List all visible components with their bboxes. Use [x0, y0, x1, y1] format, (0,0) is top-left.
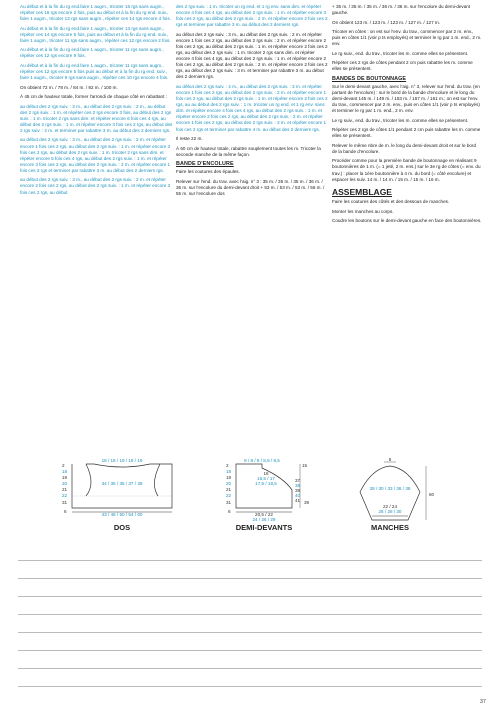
paragraph: À 60 cm de hauteur totale, rabattre souplement toutes les m. Tricoter la seconde manche de la même façon. — [176, 145, 321, 157]
paragraph: Au début et à la fin du rg end.faire 1 augm., tricoter 13 rgs sans augm., répéter ces 14 rgs encore 5 fois, puis au début et à la fin du rg end. suiv., faire 1 augm., tricoter 11 rgs sans augm., répéter ces 12 rgs encore 2 fois. — [20, 25, 171, 43]
paragraph: Le rg suiv., end. du trav., tricoter les m. comme elles se présentent. — [332, 117, 469, 123]
paragraph: Tricoter en côtes : on est sur l'env. du trav., commencer par 2 m. env., puis en côtes 1/1 (voir p ts employés) et terminer le rg par 1 m. end., 2 m. env. — [332, 29, 482, 47]
paragraph: Le rg suiv., end. du trav., tricoter les m. comme elles se présentent. — [332, 50, 469, 56]
paragraph: Au début et à la fin du rg end.faire 1 augm., tricoter 11 rgs sans augm., répéter ces 12 rgs encore 5 fois puis au début et à la fin du rg end. suiv., faire 1 augm., tricoter 9 rgs sans augm., répéter ces 10 rgs encore 4 fois. — [20, 62, 169, 81]
paragraph: + 35 m. / 35 m. / 35 m. / 36 m. / 36 m. sur l'encolure du demi-devant gauche. — [332, 4, 471, 16]
paragraph: Répéter ces 2 rgs de côtes 1/1 pendant 2 cm puis rabattre les m. comme elles se présentent. — [332, 127, 481, 139]
dos-mid-width: 34 / 35 / 36 / 37 / 39 — [101, 481, 143, 486]
paragraph: au début des 2 rgs suiv. : 4 m., au début des 2 rgs suiv. : 3 m. et répéter encore 1 fois ces 2 rgs, au début des 2 rgs suiv. : 2 m. et répéter encore 1 fois ces 2 rgs, au début des 2 rgs suiv. : 1 m. et répéter encore 2 fois ces 2 rgs, au au début des 2 rgs suiv. : 1 m. tricoter un rg end. et 1 rg env. sans dim. et répéter encore 4 fois ces 4 rgs, au début des 2 rgs suiv. : 1 m. et répéter encore 2 fois ces 2 rgs, au début des 2 rgs suiv. : 2 m. et répéter encore 1 fois ces 2 rgs, au début des 2 rgs suiv. : 3 m. et répéter encore 1 fois ces 2 rgs et terminer par rabattre 4 m. au début des 2 derniers rgs. — [176, 83, 328, 132]
devants-rib: 6 — [228, 509, 231, 514]
devants-right-4: 41 — [295, 498, 301, 503]
paragraph: Répéter ces 2 rgs de côtes pendant 2 cm puis rabattre les m. comme elles se présentent. — [332, 60, 473, 72]
paragraph: des 2 rgs suiv. : 1 m. tricoter un rg end. et 1 rg env. sans dim. et répéter encore 4 fois ces 4 rgs, au début des 2 rgs suiv. : 1 m. et répéter encore 3 fois ces 2 rgs, au début des 2 rgs suiv. : 2 m. et répéter encore 2 fois ces 2 rgs et terminer par rabattre 3 m. au début des 2 derniers rgs. — [176, 4, 328, 28]
manches-top-width: 8 — [388, 458, 392, 462]
dos-side-height: 31 — [62, 500, 68, 505]
dos-left-2: 19 — [62, 475, 68, 480]
devants-mid-width-0: 16 — [263, 471, 269, 476]
paragraph: À 45 cm de hauteur totale, former l'arrondi de chaque côté en rabattant : — [20, 94, 167, 100]
note-line-8 — [18, 686, 482, 687]
devants-bottom-width-0: 20,5 / 22 — [255, 512, 273, 517]
dos-title: DOS — [113, 523, 131, 532]
paragraph: Au début et à la fin du rg end.faire 1 augm., tricoter 11 rgs sans augm., répéter ces 12 rgs encore 9 fois. — [20, 47, 164, 59]
section-heading: BANDE D'ENCOLURE — [176, 161, 234, 168]
paragraph: Sur le demi-devant gauche, avec l'aig. n° 3, relever sur l'end. du trav. (en partant de l'encolure) : sur le bord de la bande d'encolure et le long du demi-devant 145 m. / 149 m. / 153 m. / 157 m. / 161 m.; on est sur l'env. du trav., commencer par 2 m. env., puis en côtes 1/1 (voir p ts employés) et terminer le rg par 1 m. end., 2 m. env. — [332, 83, 480, 114]
devants-right-2: 39 — [295, 488, 301, 493]
manches-bottom-width-0: 22 / 24 — [382, 504, 398, 509]
note-line-2 — [18, 578, 482, 579]
dos-top-width: 18 / 18 / 19 / 19 / 19 — [101, 458, 143, 463]
manches-mid-width: 28 / 30 / 33 / 36 / 38 — [369, 486, 411, 491]
paragraph: Relever sur l'end. du trav. avec l'aig. n° 3 : 35 m. / 35 m. / 35 m. / 36 m. / 36 m. sur l'encolure du demi-devant droit + 53 m. / 53 m. / 53 m. / 55 m. / 55 m. sur l'encolure dos — [176, 178, 325, 196]
note-line-7 — [18, 668, 482, 669]
devants-right-1: 38 — [295, 483, 301, 488]
dos-left-3: 20 — [62, 481, 68, 486]
schematics-svg — [0, 458, 500, 538]
note-line-1 — [18, 560, 482, 561]
devants-far-right: 39 — [304, 500, 310, 505]
paragraph: Monter les manches au corps. — [332, 208, 394, 214]
devants-mid-width-1: 16,5 / 17 — [257, 476, 275, 481]
devants-mid-width-2: 17,5 / 18,5 — [255, 481, 277, 486]
devants-left-0: 2 — [226, 463, 229, 468]
devants-right-0: 37 — [295, 478, 301, 483]
manches-height: 60 — [429, 492, 435, 497]
section-heading: BANDES DE BOUTONNAGE — [332, 75, 407, 82]
column-middle — [176, 4, 329, 200]
dos-rib: 6 — [64, 509, 67, 514]
devants-top-right: 15 — [302, 463, 308, 468]
paragraph: On obtient 72 m. / 78 m. / 84 m. / 92 m. / 100 m. — [20, 84, 118, 90]
section-title: ASSEMBLAGE — [332, 187, 392, 198]
paragraph: Coudre les boutons sur le demi-devant gauche en face des boutonnières. — [332, 218, 482, 224]
paragraph: Procéder comme pour la première bande de boutonnage en réalisant 9 boutonnières de 1 m. (= 1 jeté, 2 m. ens.) sur le 3e rg de côtes (= env. du trav.) : placer la 1ère boutonnière à 4 m. du bord (= côté encolure) et espacer les suiv. 14 m. / 14 m. / 15 m. / 15 m. / 16 m. — [332, 158, 481, 182]
devants-left-4: 21 — [226, 487, 232, 492]
devants-side-height: 31 — [226, 500, 232, 505]
note-line-5 — [18, 632, 482, 633]
devants-left-1: 18 — [226, 469, 232, 474]
devants-bottom-width-1: 24 / 26 / 29 — [252, 517, 276, 522]
paragraph: au début des 2 rgs suiv. : 3 m., au début des 2 rgs suiv. : 2 m. et répéter encore 1 fois ces 2 rgs, au début des 2 rgs suiv. : 1 m. et répéter encore 3 fois ces 2 rgs, au début des 2 rgs suiv. : 1 m. tricoter 2 rgs sans dim. et répéter encore 5 fois ces 4 rgs, au début des 2 rgs suiv. : 1 m. et répéter encore 3 fois ces 2 rgs, au début des 2 rgs suiv. : 2 m. et répéter encore 1 fois ces 2 rgs et terminer par rabattre 3 m. au début des 2 derniers rgs. — [20, 137, 171, 173]
paragraph: Faire les coutures des épaules. — [176, 169, 240, 175]
schematics — [0, 458, 500, 538]
dos-schematic — [72, 464, 172, 512]
paragraph: Au début et à la fin du rg end.faire 1 augm., tricoter 16 rgs sans augm., répéter ces 16 rgs encore 2 fois, puis au début et à la fin du rg end. suiv., faire 1 augm., tricoter 13 rgs sans augm., répéter ces 14 rgs encore 4 fois. — [20, 4, 171, 22]
dos-left-4: 21 — [62, 487, 68, 492]
paragraph: Il reste 22 m. — [176, 136, 203, 142]
devants-right-3: 40 — [295, 493, 301, 498]
manches-title: MANCHES — [371, 523, 409, 532]
note-line-6 — [18, 650, 482, 651]
paragraph: au début des 2 rgs suiv. : 3 m., au début des 2 rgs suiv. : 2 m. et répéter encore 2 fois ces 2 rgs, au début des 2 rgs suiv. : 1 m. et répéter encore 3 fois ces 2 rgs, au début — [20, 177, 171, 195]
note-line-4 — [18, 614, 482, 615]
paragraph: Relever le même nbre de m. le long du demi-devant droit et sur le bord de la bande d'encolure. — [332, 142, 477, 154]
dos-bottom-width: 43 / 46 / 50 / 54 / 60 — [101, 512, 143, 517]
column-left — [20, 4, 173, 199]
devants-title: DEMI-DEVANTS — [235, 523, 293, 532]
dos-left-0: 2 — [62, 463, 65, 468]
dos-left-1: 18 — [62, 469, 68, 474]
devants-left-2: 19 — [226, 475, 232, 480]
devants-left-5: 22 — [226, 493, 232, 498]
column-right — [332, 4, 482, 228]
note-line-3 — [18, 596, 482, 597]
paragraph: Faire les coutures des côtés et des dessous de manches. — [332, 199, 450, 205]
dos-left-5: 22 — [62, 493, 68, 498]
page-number: 37 — [479, 699, 486, 705]
manches-bottom-width-1: 26 / 28 / 30 — [378, 509, 402, 514]
devants-top-width: 8 / 8 / 8 / 8,5 / 8,5 — [244, 458, 280, 463]
paragraph: au début des 2 rgs suiv. : 3 m., au début des 2 rgs suiv. : 2 m. et répéter encore 1 fois ces 2 rgs, au début des 2 rgs suiv. : 2 m. et répéter encore 2 fois ces 2 rgs, au début des 2 rgs suiv. : 1 m. et répéter encore 2 fois ces 2 rgs, au début des 2 rgs suiv. : 1 m. tricoter 2 rgs sans dim. et répéter encore 4 fois ces 4 rgs, au début des 2 rgs suiv. : 1 m. et répéter encore 2 fois ces 2 rgs, au début des 2 rgs suiv. : 2 m. et répéter encore 2 fois ces 2 rgs, au début des 2 rgs suiv. : 3 m. et terminer par rabattre 3 m. au début des 2 derniers rgs. — [176, 31, 328, 80]
paragraph: au début des 2 rgs suiv. : 3 m., au début des 2 rgs suiv. : 2 m., au début des 2 rgs suiv. : 1 m. et répéter ces 2 rgs encore 3 fois, au début des 2 rgs suiv. : 1 m. tricoter 2 rgs sans dim. et répéter encore 6 fois ces 4 rgs, au début des 2 rgs suiv. : 1 m. et répéter encore 3 fois ces 2 rgs, au début des 2 rgs suiv. : 2 m. et terminer par rabattre 3 m. au début des 2 derniers rgs. — [20, 103, 173, 133]
paragraph: On obtient 123 m. / 123 m. / 123 m. / 127 m. / 127 m. — [332, 19, 441, 25]
devants-left-3: 20 — [226, 481, 232, 486]
